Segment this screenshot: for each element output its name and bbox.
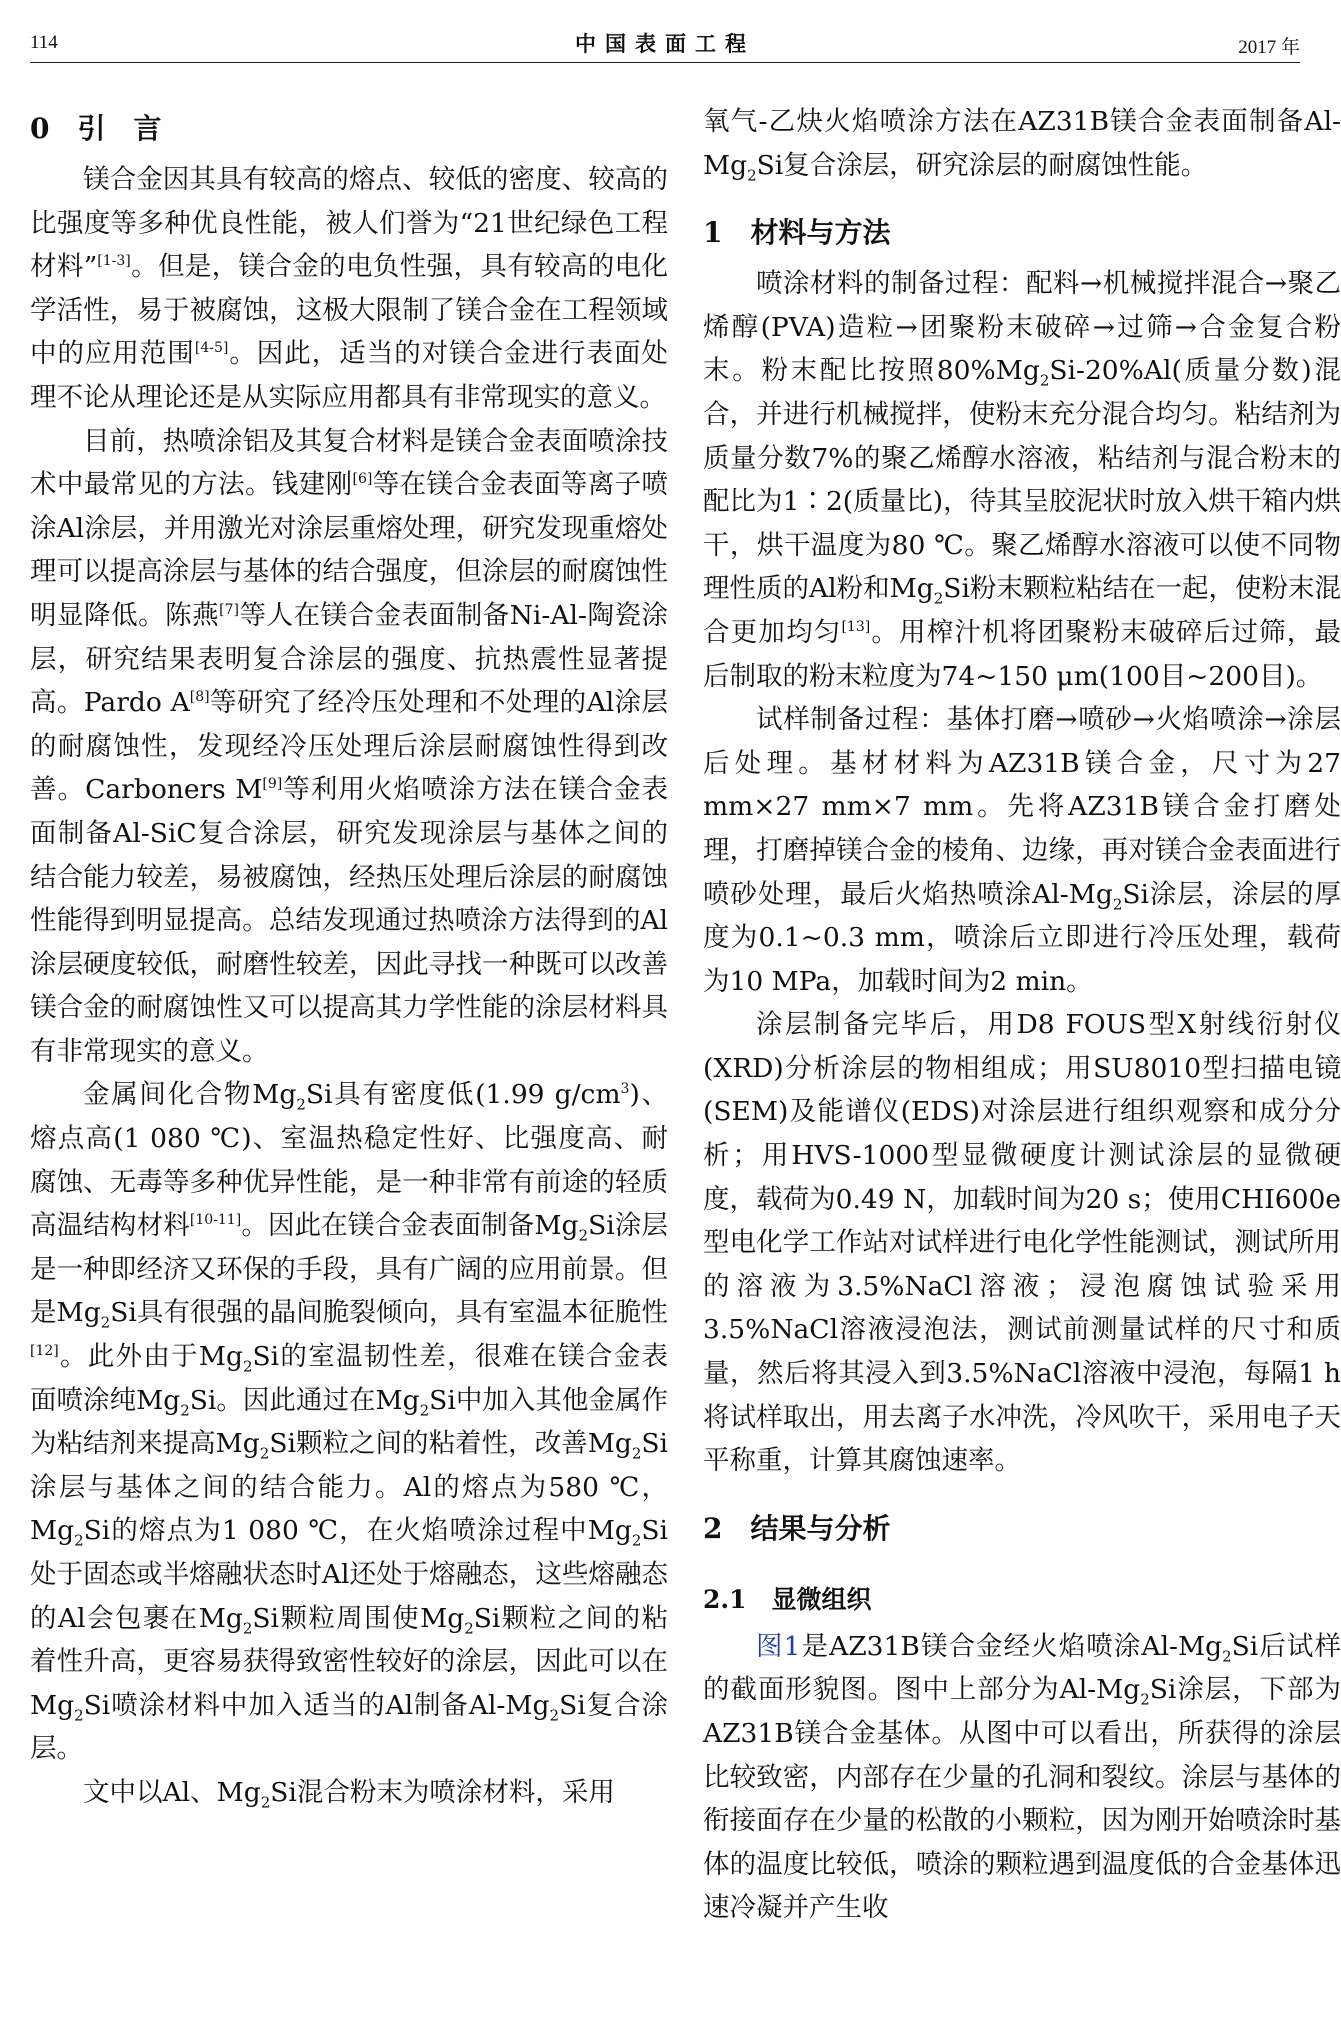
section-1-heading: 1 材料与方法 xyxy=(703,216,891,250)
citation[interactable]: [13] xyxy=(841,619,871,636)
subsection-2-1-heading: 2.1 显微组织 xyxy=(703,1584,872,1614)
right-column xyxy=(703,100,1341,1930)
citation[interactable]: [4-5] xyxy=(194,340,229,357)
results-paragraph-1: 图1是AZ31B镁合金经火焰喷涂$Al-Mg_2Si$后试样的截面形貌图。图中上部分为$Al-Mg_2Si$涂层，下部为AZ31B镁合金基体。从图中可以看出，所获得的涂层比较致密，内部存在少量的孔洞和裂纹。涂层与基体的衔接面存在少量的松散的小颗粒，因为刚开始喷涂时基体的温度比较低，喷涂的颗粒遇到温度低的合金基体迅速冷凝并产生收 xyxy=(703,1630,1341,1924)
intro-paragraph-4-continued: 氧气-乙炔火焰喷涂方法在AZ31B镁合金表面制备$Al-Mg_2Si$复合涂层，研究涂层的耐腐蚀性能。 xyxy=(703,106,1341,184)
citation[interactable]: [1-3] xyxy=(97,253,131,270)
publication-year: 2017 年 xyxy=(1238,37,1300,58)
journal-title: 中国表面工程 xyxy=(575,31,755,56)
page-number: 114 xyxy=(30,32,58,53)
intro-paragraph-2: 目前，热喷涂铝及其复合材料是镁合金表面喷涂技术中最常见的方法。钱建刚[6]等在镁合金表面等离子喷涂Al涂层，并用激光对涂层重熔处理，研究发现重熔处理可以提高涂层与基体的结合强度，但涂层的耐腐蚀性明显降低。陈燕[7]等人在镁合金表面制备Ni-Al-陶瓷涂层，研究结果表明复合涂层的强度、抗热震性显著提高。Pardo A[8]等研究了经冷压处理和不处理的Al涂层的耐腐蚀性，发现经冷压处理后涂层耐腐蚀性得到改善。Carboners M[9]等利用火焰喷涂方法在镁合金表面制备Al-SiC复合涂层，研究发现涂层与基体之间的结合能力较差，易被腐蚀，经热压处理后涂层的耐腐蚀性能得到明显提高。总结发现通过热喷涂方法得到的Al涂层硬度较低，耐磨性较差，因此寻找一种既可以改善镁合金的耐腐蚀性又可以提高其力学性能的涂层材料具有非常现实的意义。 xyxy=(30,425,669,1067)
citation[interactable]: [7] xyxy=(219,602,239,619)
methods-paragraph-3: 涂层制备完毕后，用D8 FOUS型X射线衍射仪(XRD)分析涂层的物相组成；用SU8010型扫描电镜(SEM)及能谱仪(EDS)对涂层进行组织观察和成分分析；用HVS-1000型显微硬度计测试涂层的显微硬度，载荷为0.49 N，加载时间为20 s；使用CHI600e型电化学工作站对试样进行电化学性能测试，测试所用的溶液为3.5%NaCl溶液；浸泡腐蚀试验采用3.5%NaCl溶液浸泡法，测试前测量试样的尺寸和质量，然后将其浸入到3.5%NaCl溶液中浸泡，每隔1 h将试样取出，用去离子水冲洗，冷风吹干，采用电子天平称重，计算其腐蚀速率。 xyxy=(703,1009,1341,1477)
section-0-heading: 0 引 言 xyxy=(30,112,162,145)
citation[interactable]: [10-11] xyxy=(189,1212,242,1229)
methods-paragraph-2: 试样制备过程：基体打磨→喷砂→火焰喷涂→涂层后处理。基材材料为AZ31B镁合金，尺寸为27 mm×27 mm×7 mm。先将AZ31B镁合金打磨处理，打磨掉镁合金的棱角、边缘，再对镁合金表面进行喷砂处理，最后火焰热喷涂$Al-Mg_2Si$涂层，涂层的厚度为0.1~0.3 mm，喷涂后立即进行冷压处理，载荷为10 MPa，加载时间为2 min。 xyxy=(703,704,1341,997)
citation[interactable]: [12] xyxy=(30,1343,59,1360)
citation[interactable]: [9] xyxy=(262,776,283,793)
section-2-heading: 2 结果与分析 xyxy=(703,1511,891,1545)
citation[interactable]: [8] xyxy=(189,689,210,706)
figure-1-link[interactable]: 图1 xyxy=(756,1630,801,1662)
citation[interactable]: [6] xyxy=(352,471,373,488)
intro-paragraph-4: 文中以Al、$Mg_2Si$混合粉末为喷涂材料，采用 xyxy=(83,1776,615,1812)
header-rule xyxy=(30,62,1300,63)
left-column xyxy=(30,100,668,1815)
intro-paragraph-3: 金属间化合物$Mg_2Si$具有密度低(1.99 $g/cm^3$)、熔点高(1 080 ℃)、室温热稳定性好、比强度高、耐腐蚀、无毒等多种优异性能，是一种非常有前途的轻质高温结构材料[10-11]。因此在镁合金表面制备$Mg_2Si$涂层是一种即经济又环保的手段，具有广阔的应用前景。但是$Mg_2Si$具有很强的晶间脆裂倾向，具有室温本征脆性[12]。此外由于$Mg_2Si$的室温韧性差，很难在镁合金表面喷涂纯$Mg_2Si$。因此通过在$Mg_2Si$中加入其他金属作为粘结剂来提高$Mg_2Si$颗粒之间的粘着性，改善$Mg_2Si$涂层与基体之间的结合能力。Al的熔点为580 ℃，$Mg_2Si$的熔点为1 080 ℃，在火焰喷涂过程中$Mg_2Si$处于固态或半熔融状态时Al还处于熔融态，这些熔融态的Al会包裹在$Mg_2Si$颗粒周围使$Mg_2Si$颗粒之间的粘着性升高，更容易获得致密性较好的涂层，因此可以在$Mg_2Si$喷涂材料中加入适当的Al制备$Al-Mg_2Si$复合涂层。 xyxy=(30,1079,668,1765)
intro-paragraph-1: 镁合金因其具有较高的熔点、较低的密度、较高的比强度等多种优良性能，被人们誉为“21世纪绿色工程材料”[1-3]。但是，镁合金的电负性强，具有较高的电化学活性，易于被腐蚀，这极大限制了镁合金在工程领域中的应用范围[4-5]。因此，适当的对镁合金进行表面处理不论从理论还是从实际应用都具有非常现实的意义。 xyxy=(30,164,669,413)
running-header xyxy=(30,28,1300,62)
methods-paragraph-1: 喷涂材料的制备过程：配料→机械搅拌混合→聚乙烯醇(PVA)造粒→团聚粉末破碎→过筛→合金复合粉末。粉末配比按照$80\%Mg_2Si-20\%Al$(质量分数)混合，并进行机械搅拌，使粉末充分混合均匀。粘结剂为质量分数7%的聚乙烯醇水溶液，粘结剂与混合粉末的配比为1∶2(质量比)，待其呈胶泥状时放入烘干箱内烘干，烘干温度为80 ℃。聚乙烯醇水溶液可以使不同物理性质的Al粉和$Mg_2Si$粉末颗粒粘结在一起，使粉末混合更加均匀[13]。用榨汁机将团聚粉末破碎后过筛，最后制取的粉末粒度为74~150 μm(100目~200目)。 xyxy=(703,268,1341,692)
